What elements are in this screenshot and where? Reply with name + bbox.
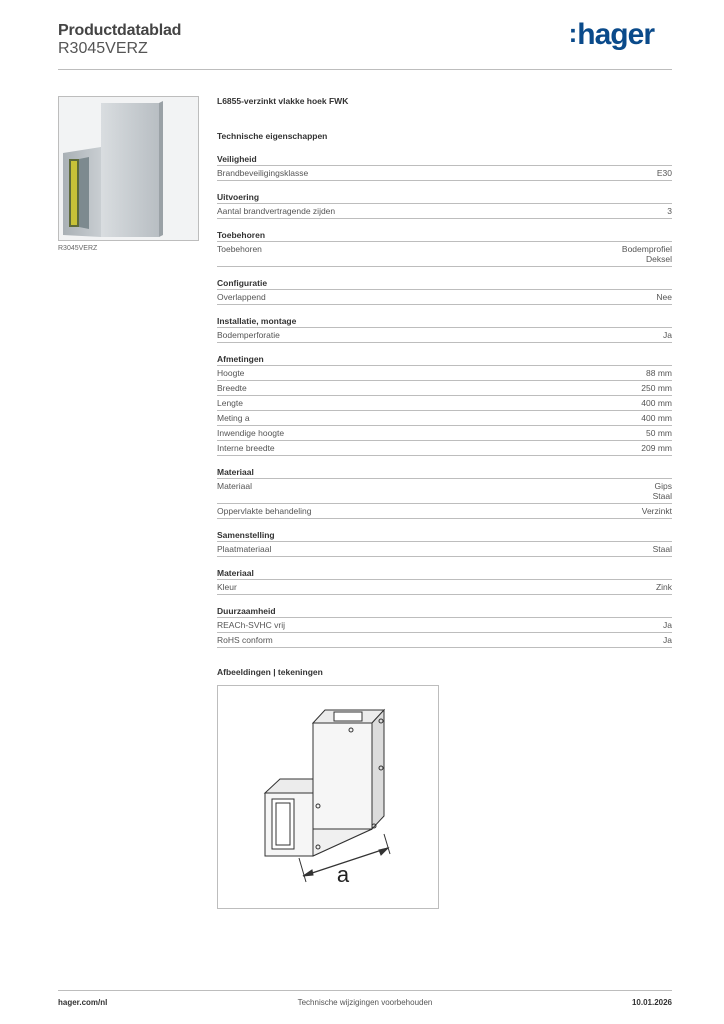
property-value: 50 mm <box>646 428 672 438</box>
product-name: L6855-verzinkt vlakke hoek FWK <box>217 96 349 106</box>
technical-drawing <box>217 685 439 909</box>
property-value: E30 <box>656 168 672 178</box>
property-row <box>217 441 672 456</box>
property-group <box>217 230 672 267</box>
property-row <box>217 426 672 441</box>
property-row <box>217 166 672 181</box>
group-title: Configuratie <box>217 278 672 290</box>
page-header <box>58 20 672 70</box>
group-title: Uitvoering <box>217 192 672 204</box>
drawing-svg <box>218 686 438 908</box>
property-group <box>217 278 672 305</box>
property-value: Staal <box>652 544 672 554</box>
property-value: 250 mm <box>641 383 672 393</box>
property-group <box>217 467 672 519</box>
property-value: Nee <box>656 292 672 302</box>
property-row <box>217 618 672 633</box>
property-label: Interne breedte <box>217 443 275 453</box>
property-label: Kleur <box>217 582 237 592</box>
property-value: 400 mm <box>641 413 672 423</box>
page-footer <box>58 990 672 1010</box>
group-title: Veiligheid <box>217 154 672 166</box>
group-title: Duurzaamheid <box>217 606 672 618</box>
property-value: Bodemprofiel Deksel <box>621 244 672 264</box>
property-value: Ja <box>663 635 672 645</box>
property-group <box>217 316 672 343</box>
hager-logo: :hager <box>568 18 654 51</box>
footer-website[interactable]: hager.com/nl <box>58 998 108 1007</box>
property-label: Meting a <box>217 413 250 423</box>
property-label: REACh-SVHC vrij <box>217 620 286 630</box>
property-row <box>217 381 672 396</box>
property-value: Gips Staal <box>652 481 672 501</box>
property-value: Zink <box>655 582 672 592</box>
property-label: Oppervlakte behandeling <box>217 506 312 516</box>
section-heading: Technische eigenschappen <box>217 131 328 141</box>
property-label: Inwendige hoogte <box>217 428 285 438</box>
property-label: Toebehoren <box>217 244 262 254</box>
properties-list <box>217 154 672 648</box>
property-row <box>217 580 672 595</box>
property-label: Materiaal <box>217 481 252 491</box>
group-title: Samenstelling <box>217 530 672 542</box>
property-row <box>217 542 672 557</box>
group-title: Afmetingen <box>217 354 672 366</box>
property-group <box>217 192 672 219</box>
property-label: Aantal brandvertragende zijden <box>217 206 336 216</box>
property-row <box>217 366 672 381</box>
product-details <box>217 96 672 909</box>
group-title: Materiaal <box>217 568 672 580</box>
document-title: Productdatablad <box>58 22 182 39</box>
group-title: Toebehoren <box>217 230 672 242</box>
property-row <box>217 411 672 426</box>
property-row <box>217 204 672 219</box>
property-row <box>217 396 672 411</box>
product-photo <box>58 96 199 241</box>
property-value: 3 <box>667 206 672 216</box>
property-group <box>217 154 672 181</box>
document-subtitle: R3045VERZ <box>58 40 148 57</box>
property-group <box>217 568 672 595</box>
property-label: Hoogte <box>217 368 245 378</box>
dimension-label: a <box>336 862 350 887</box>
property-row <box>217 290 672 305</box>
property-label: Brandbeveiligingsklasse <box>217 168 309 178</box>
property-label: Bodemperforatie <box>217 330 280 340</box>
property-value: 209 mm <box>641 443 672 453</box>
property-label: Plaatmateriaal <box>217 544 272 554</box>
property-label: Overlappend <box>217 292 266 302</box>
property-value: 400 mm <box>641 398 672 408</box>
property-value: Verzinkt <box>641 506 672 516</box>
property-row <box>217 633 672 648</box>
property-group <box>217 530 672 557</box>
property-label: Lengte <box>217 398 243 408</box>
footer-date: 10.01.2026 <box>631 998 672 1007</box>
footer-disclaimer: Technische wijzigingen voorbehouden <box>297 998 433 1007</box>
property-row <box>217 328 672 343</box>
property-value: Ja <box>663 620 672 630</box>
property-group <box>217 354 672 456</box>
group-title: Materiaal <box>217 467 672 479</box>
property-label: Breedte <box>217 383 247 393</box>
property-label: RoHS conform <box>217 635 273 645</box>
property-row <box>217 242 672 267</box>
group-title: Installatie, montage <box>217 316 672 328</box>
property-group <box>217 606 672 648</box>
photo-caption: R3045VERZ <box>58 245 98 252</box>
property-value: Ja <box>663 330 672 340</box>
property-row <box>217 479 672 504</box>
property-value: 88 mm <box>646 368 672 378</box>
property-row <box>217 504 672 519</box>
drawings-heading: Afbeeldingen | tekeningen <box>217 667 323 677</box>
